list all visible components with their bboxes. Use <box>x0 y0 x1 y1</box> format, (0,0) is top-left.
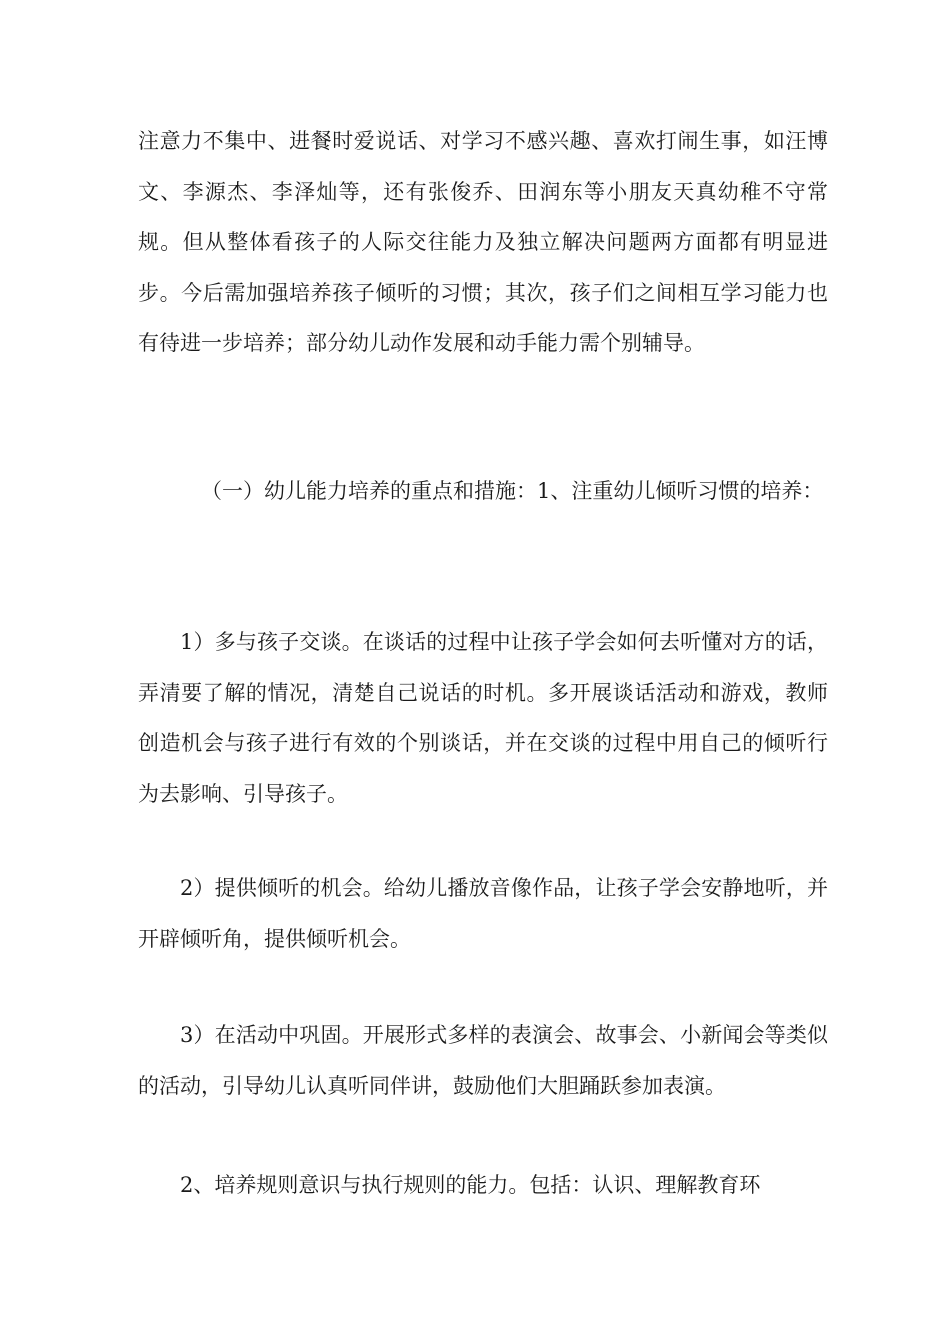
paragraph-item-3: 3）在活动中巩固。开展形式多样的表演会、故事会、小新闻会等类似的活动，引导幼儿认真听同伴讲，鼓励他们大胆踊跃参加表演。 <box>138 1023 828 1098</box>
paragraph-point-2: 2、培养规则意识与执行规则的能力。包括：认识、理解教育环 <box>180 1173 761 1197</box>
paragraph-continuation: 注意力不集中、进餐时爱说话、对学习不感兴趣、喜欢打闹生事，如汪博文、李源杰、李泽灿等，还有张俊乔、田润东等小朋友天真幼稚不守常规。但从整体看孩子的人际交往能力及独立解决问题两方面都有明显进步。今后需加强培养孩子倾听的习惯；其次，孩子们之间相互学习能力也有待进一步培养；部分幼儿动作发展和动手能力需个别辅导。 <box>138 129 828 355</box>
paragraph-section-heading: （一）幼儿能力培养的重点和措施：1、注重幼儿倾听习惯的培养： <box>201 479 824 503</box>
paragraph-item-2: 2）提供倾听的机会。给幼儿播放音像作品，让孩子学会安静地听，并开辟倾听角，提供倾听机会。 <box>138 876 828 951</box>
paragraph-item-1: 1）多与孩子交谈。在谈话的过程中让孩子学会如何去听懂对方的话，弄清要了解的情况，清楚自己说话的时机。多开展谈话活动和游戏，教师创造机会与孩子进行有效的个别谈话，并在交谈的过程中用自己的倾听行为去影响、引导孩子。 <box>138 630 828 806</box>
